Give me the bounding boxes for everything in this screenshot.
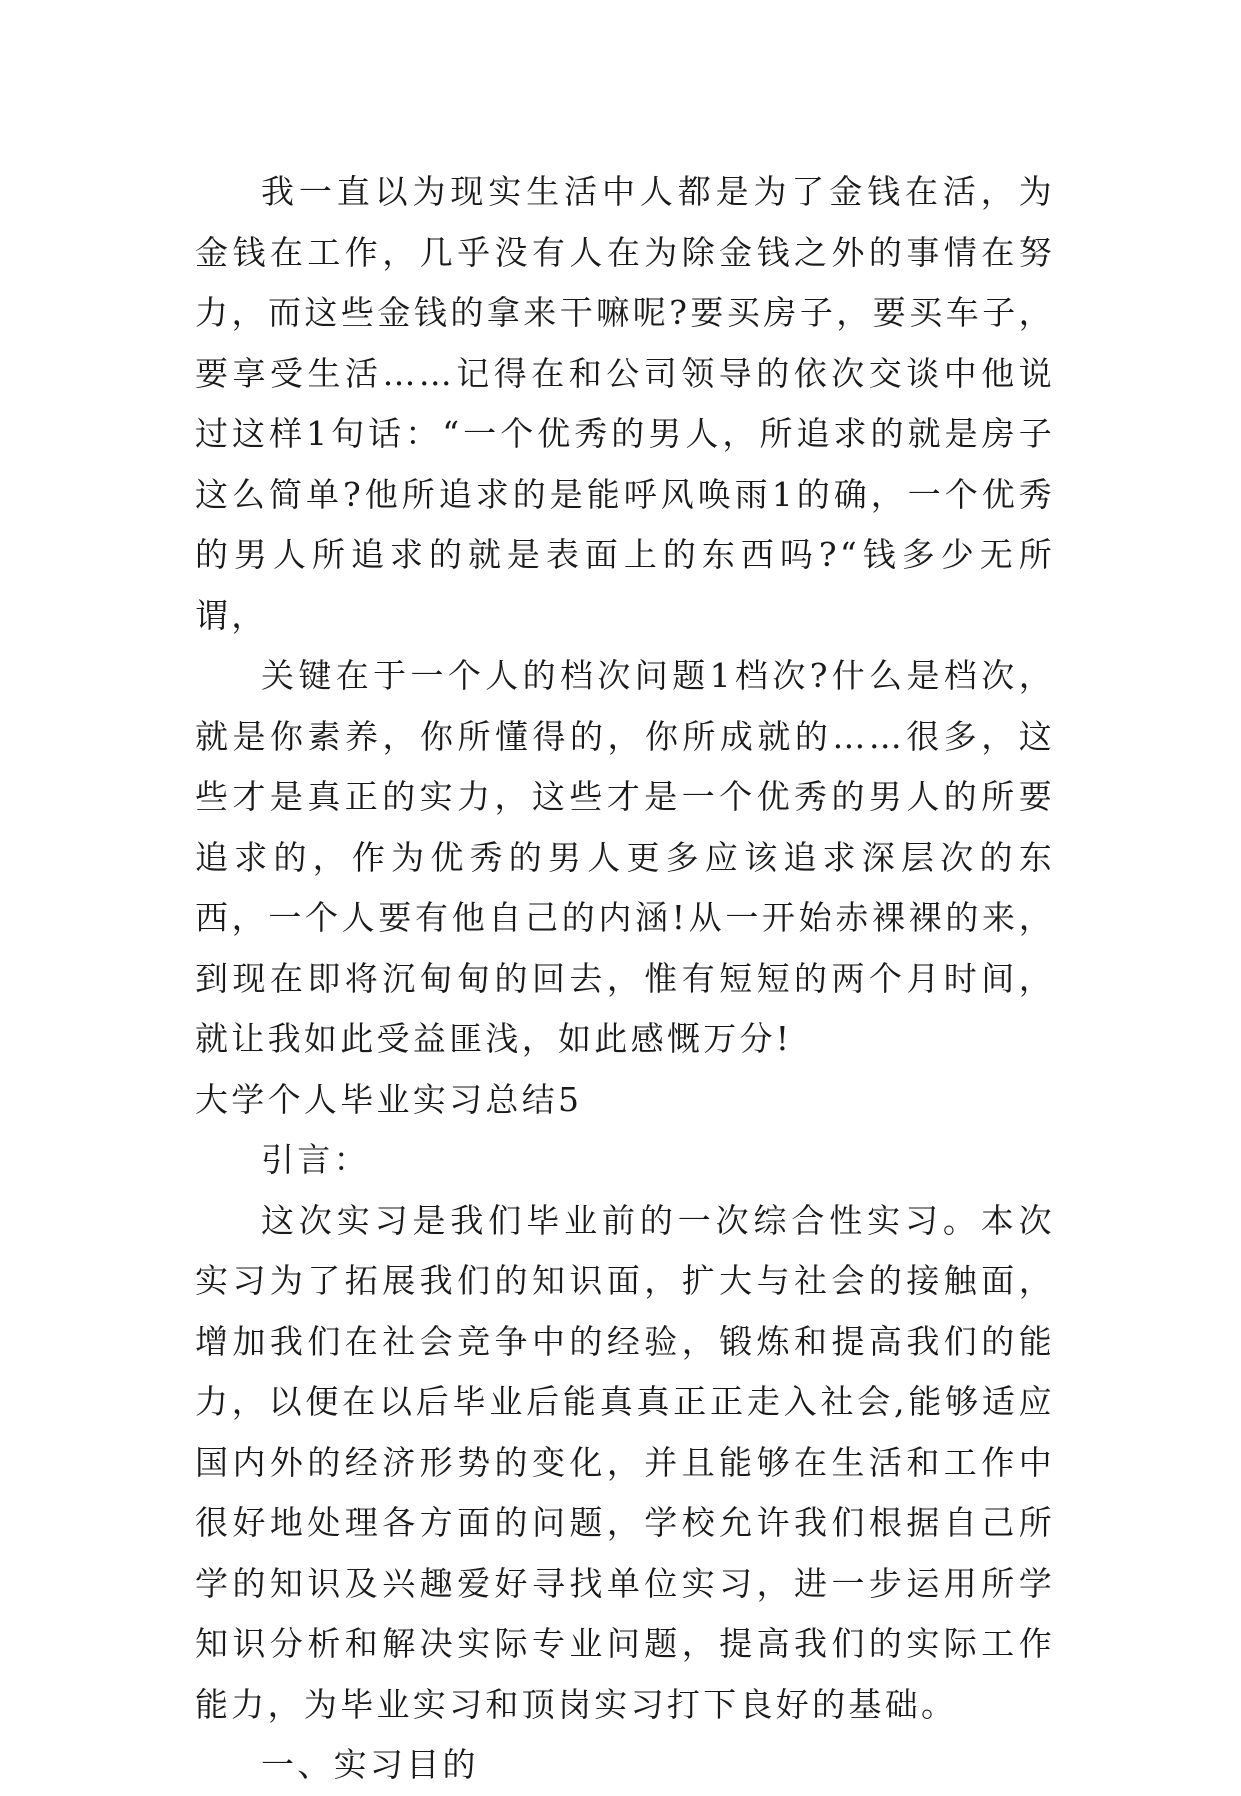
document-body bbox=[195, 162, 1055, 1796]
intro-paragraph: 这次实习是我们毕业前的一次综合性实习。本次实习为了拓展我们的知识面，扩大与社会的接触面，增加我们在社会竞争中的经验，锻炼和提高我们的能力，以便在以后毕业后能真真正正走入社会,能够适应国内外的经济形势的变化，并且能够在生活和工作中很好地处理各方面的问题，学校允许我们根据自己所学的知识及兴趣爱好寻找单位实习，进一步运用所学知识分析和解决实际专业问题，提高我们的实际工作能力，为毕业实习和顶岗实习打下良好的基础。 bbox=[195, 1200, 1055, 1724]
subheading: 一、实习目的 bbox=[261, 1745, 479, 1784]
section-heading: 大学个人毕业实习总结5 bbox=[195, 1079, 583, 1119]
intro-label: 引言： bbox=[261, 1140, 370, 1179]
body-paragraph: 关键在于一个人的档次问题1档次?什么是档次，就是你素养，你所懂得的，你所成就的……很多，这些才是真正的实力，这些才是一个优秀的男人的所要追求的，作为优秀的男人更多应该追求深层次的东西，一个人要有他自己的内涵!从一开始赤裸裸的来，到现在即将沉甸甸的回去，惟有短短的两个月时间，就让我如此受益匪浅，如此感慨万分! bbox=[195, 656, 1055, 1058]
body-paragraph: 我一直以为现实生活中人都是为了金钱在活，为金钱在工作，几乎没有人在为除金钱之外的事情在努力，而这些金钱的拿来干嘛呢?要买房子，要买车子，要享受生活……记得在和公司领导的依次交谈中他说过这样1句话：“一个优秀的男人，所追求的就是房子这么简单?他所追求的是能呼风唤雨1的确，一个优秀的男人所追求的就是表面上的东西吗?“钱多少无所谓， bbox=[195, 172, 1055, 635]
